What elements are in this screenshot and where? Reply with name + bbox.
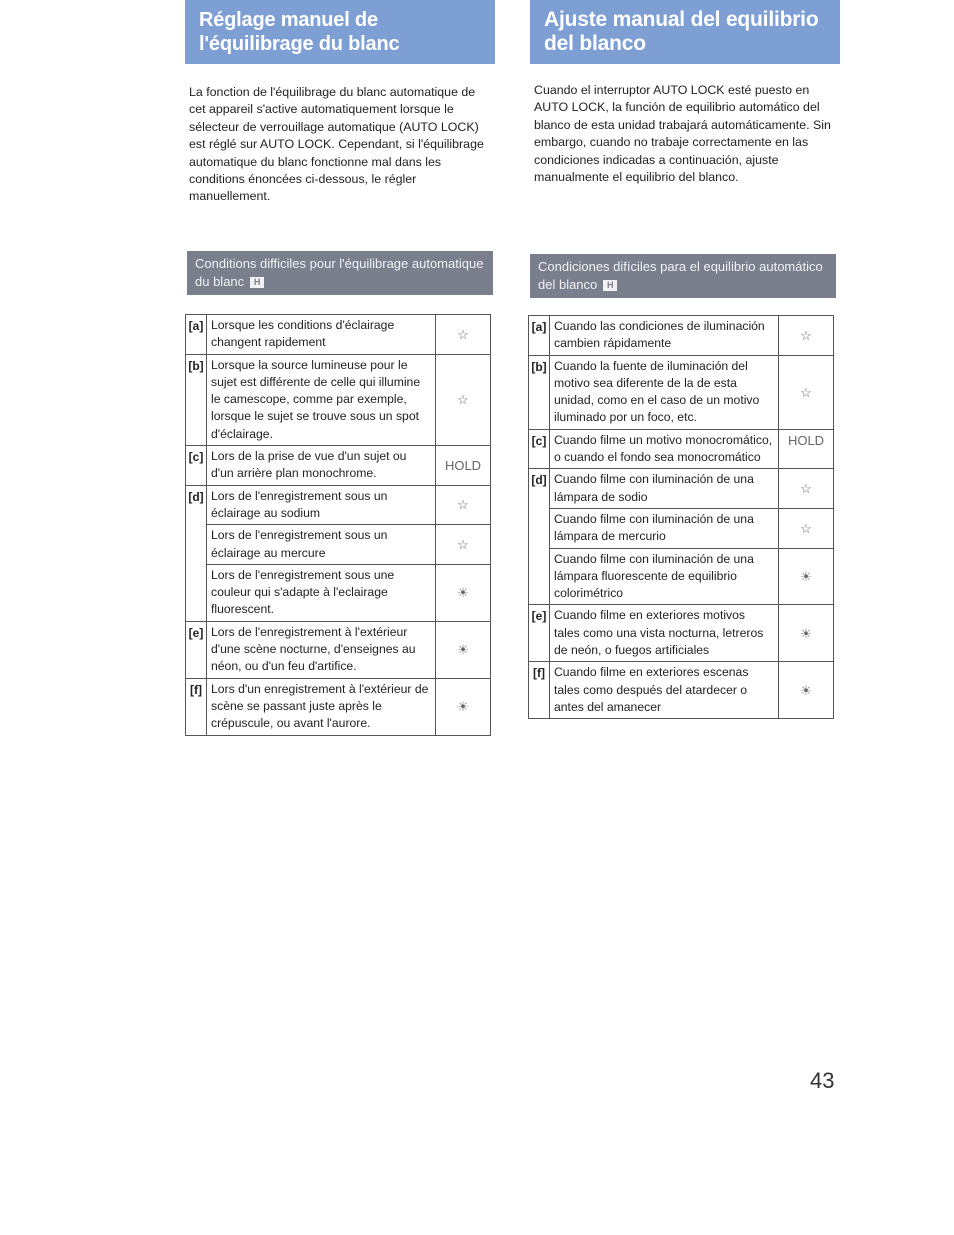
indoor-preset-icon: ☀ xyxy=(779,548,834,605)
table-row xyxy=(529,662,834,719)
row-text: Cuando la fuente de iluminación del motivo sea diferente de la de esta unidad, como en el caso de un motivo iluminado por un foco, etc. xyxy=(550,355,779,429)
row-label: [a] xyxy=(186,315,207,355)
table-row xyxy=(186,446,491,486)
row-text: Lors de la prise de vue d'un sujet ou d'un arrière plan monochrome. xyxy=(207,446,436,486)
indoor-preset-icon: ☀ xyxy=(436,678,491,735)
subheading-text-es: Condiciones difíciles para el equilibrio automático del blanco xyxy=(538,259,823,292)
outdoor-preset-icon: ☆ xyxy=(436,354,491,445)
table-row xyxy=(186,564,491,621)
outdoor-preset-icon: ☆ xyxy=(436,315,491,355)
outdoor-preset-icon: ☆ xyxy=(779,316,834,356)
page-number: 43 xyxy=(810,1068,835,1093)
row-text: Cuando filme con iluminación de una lámpara de mercurio xyxy=(550,508,779,548)
row-text: Lors de l'enregistrement sous une couleur qui s'adapte à l'eclairage fluorescent. xyxy=(207,564,436,621)
table-row xyxy=(529,355,834,429)
outdoor-preset-icon: ☆ xyxy=(436,525,491,565)
row-text: Lors de l'enregistrement sous un éclairage au mercure xyxy=(207,525,436,565)
table-row xyxy=(529,316,834,356)
row-text: Cuando filme con iluminación de una lámpara fluorescente de equilibrio colorimétrico xyxy=(550,548,779,605)
outdoor-preset-icon: ☆ xyxy=(779,508,834,548)
table-row xyxy=(529,469,834,509)
conditions-subheading-fr xyxy=(187,251,493,295)
hold-setting: HOLD xyxy=(436,446,491,486)
row-text: Cuando filme con iluminación de una lámpara de sodio xyxy=(550,469,779,509)
table-row xyxy=(529,429,834,469)
row-label: [d] xyxy=(529,469,550,605)
hold-setting: HOLD xyxy=(779,429,834,469)
row-text: Cuando filme en exteriores escenas tales como después del atardecer o antes del amanecer xyxy=(550,662,779,719)
row-label: [e] xyxy=(186,621,207,678)
outdoor-preset-icon: ☆ xyxy=(436,485,491,525)
row-text: Cuando las condiciones de iluminación cambien rápidamente xyxy=(550,316,779,356)
french-column xyxy=(185,0,495,731)
row-text: Lorsque la source lumineuse pour le sujet est différente de celle qui illumine le camescope, comme par exemple, lorsque le sujet se trouve sous un spot d'éclairage. xyxy=(207,354,436,445)
indoor-preset-icon: ☀ xyxy=(436,621,491,678)
indoor-preset-icon: ☀ xyxy=(779,605,834,662)
row-label: [b] xyxy=(529,355,550,429)
table-row xyxy=(529,605,834,662)
row-text: Lors de l'enregistrement sous un éclairage au sodium xyxy=(207,485,436,525)
outdoor-preset-icon: ☆ xyxy=(779,469,834,509)
table-row xyxy=(529,548,834,605)
spanish-column xyxy=(530,0,840,714)
conditions-table-fr xyxy=(185,314,491,736)
row-label: [c] xyxy=(529,429,550,469)
camera-mode-h-icon: H xyxy=(250,277,264,288)
conditions-subheading-es xyxy=(530,254,836,298)
camera-mode-h-icon: H xyxy=(603,280,617,291)
table-row xyxy=(529,508,834,548)
row-label: [d] xyxy=(186,485,207,621)
row-text: Cuando filme un motivo monocromático, o cuando el fondo sea monocromático xyxy=(550,429,779,469)
intro-paragraph-es: Cuando el interruptor AUTO LOCK esté puesto en AUTO LOCK, la función de equilibrio automático del blanco de esta unidad trabajará automáticamente. Sin embargo, cuando no trabaje correctamente en las condiciones indicadas a continuación, ajuste manualmente el equilibrio del blanco. xyxy=(534,83,831,185)
row-text: Lorsque les conditions d'éclairage changent rapidement xyxy=(207,315,436,355)
table-row xyxy=(186,678,491,735)
row-label: [a] xyxy=(529,316,550,356)
table-row xyxy=(186,621,491,678)
row-label: [e] xyxy=(529,605,550,662)
row-label: [f] xyxy=(529,662,550,719)
table-row xyxy=(186,485,491,525)
subheading-text-fr: Conditions difficiles pour l'équilibrage automatique du blanc xyxy=(195,256,484,289)
row-text: Lors d'un enregistrement à l'extérieur de scène se passant juste après le crépuscule, ou avant l'aurore. xyxy=(207,678,436,735)
row-label: [f] xyxy=(186,678,207,735)
section-title-es: Ajuste manual del equilibrio del blanco xyxy=(530,0,840,64)
row-label: [c] xyxy=(186,446,207,486)
section-title-fr: Réglage manuel de l'équilibrage du blanc xyxy=(185,0,495,64)
indoor-preset-icon: ☀ xyxy=(436,564,491,621)
conditions-table-es xyxy=(528,315,834,719)
table-row xyxy=(186,354,491,445)
row-text: Lors de l'enregistrement à l'extérieur d'une scène nocturne, d'enseignes au néon, ou d'un feu d'artifice. xyxy=(207,621,436,678)
table-row xyxy=(186,315,491,355)
intro-paragraph-fr: La fonction de l'équilibrage du blanc automatique de cet appareil s'active automatiquement lorsque le sélecteur de verrouillage automatique (AUTO LOCK) est réglé sur AUTO LOCK. Cependant, si l'équilibrage automatique du blanc fonctionne mal dans les conditions énoncées ci-dessous, le régler manuellement. xyxy=(189,85,484,204)
table-row xyxy=(186,525,491,565)
indoor-preset-icon: ☀ xyxy=(779,662,834,719)
row-text: Cuando filme en exteriores motivos tales como una vista nocturna, letreros de neón, o fuegos artificiales xyxy=(550,605,779,662)
outdoor-preset-icon: ☆ xyxy=(779,355,834,429)
row-label: [b] xyxy=(186,354,207,445)
